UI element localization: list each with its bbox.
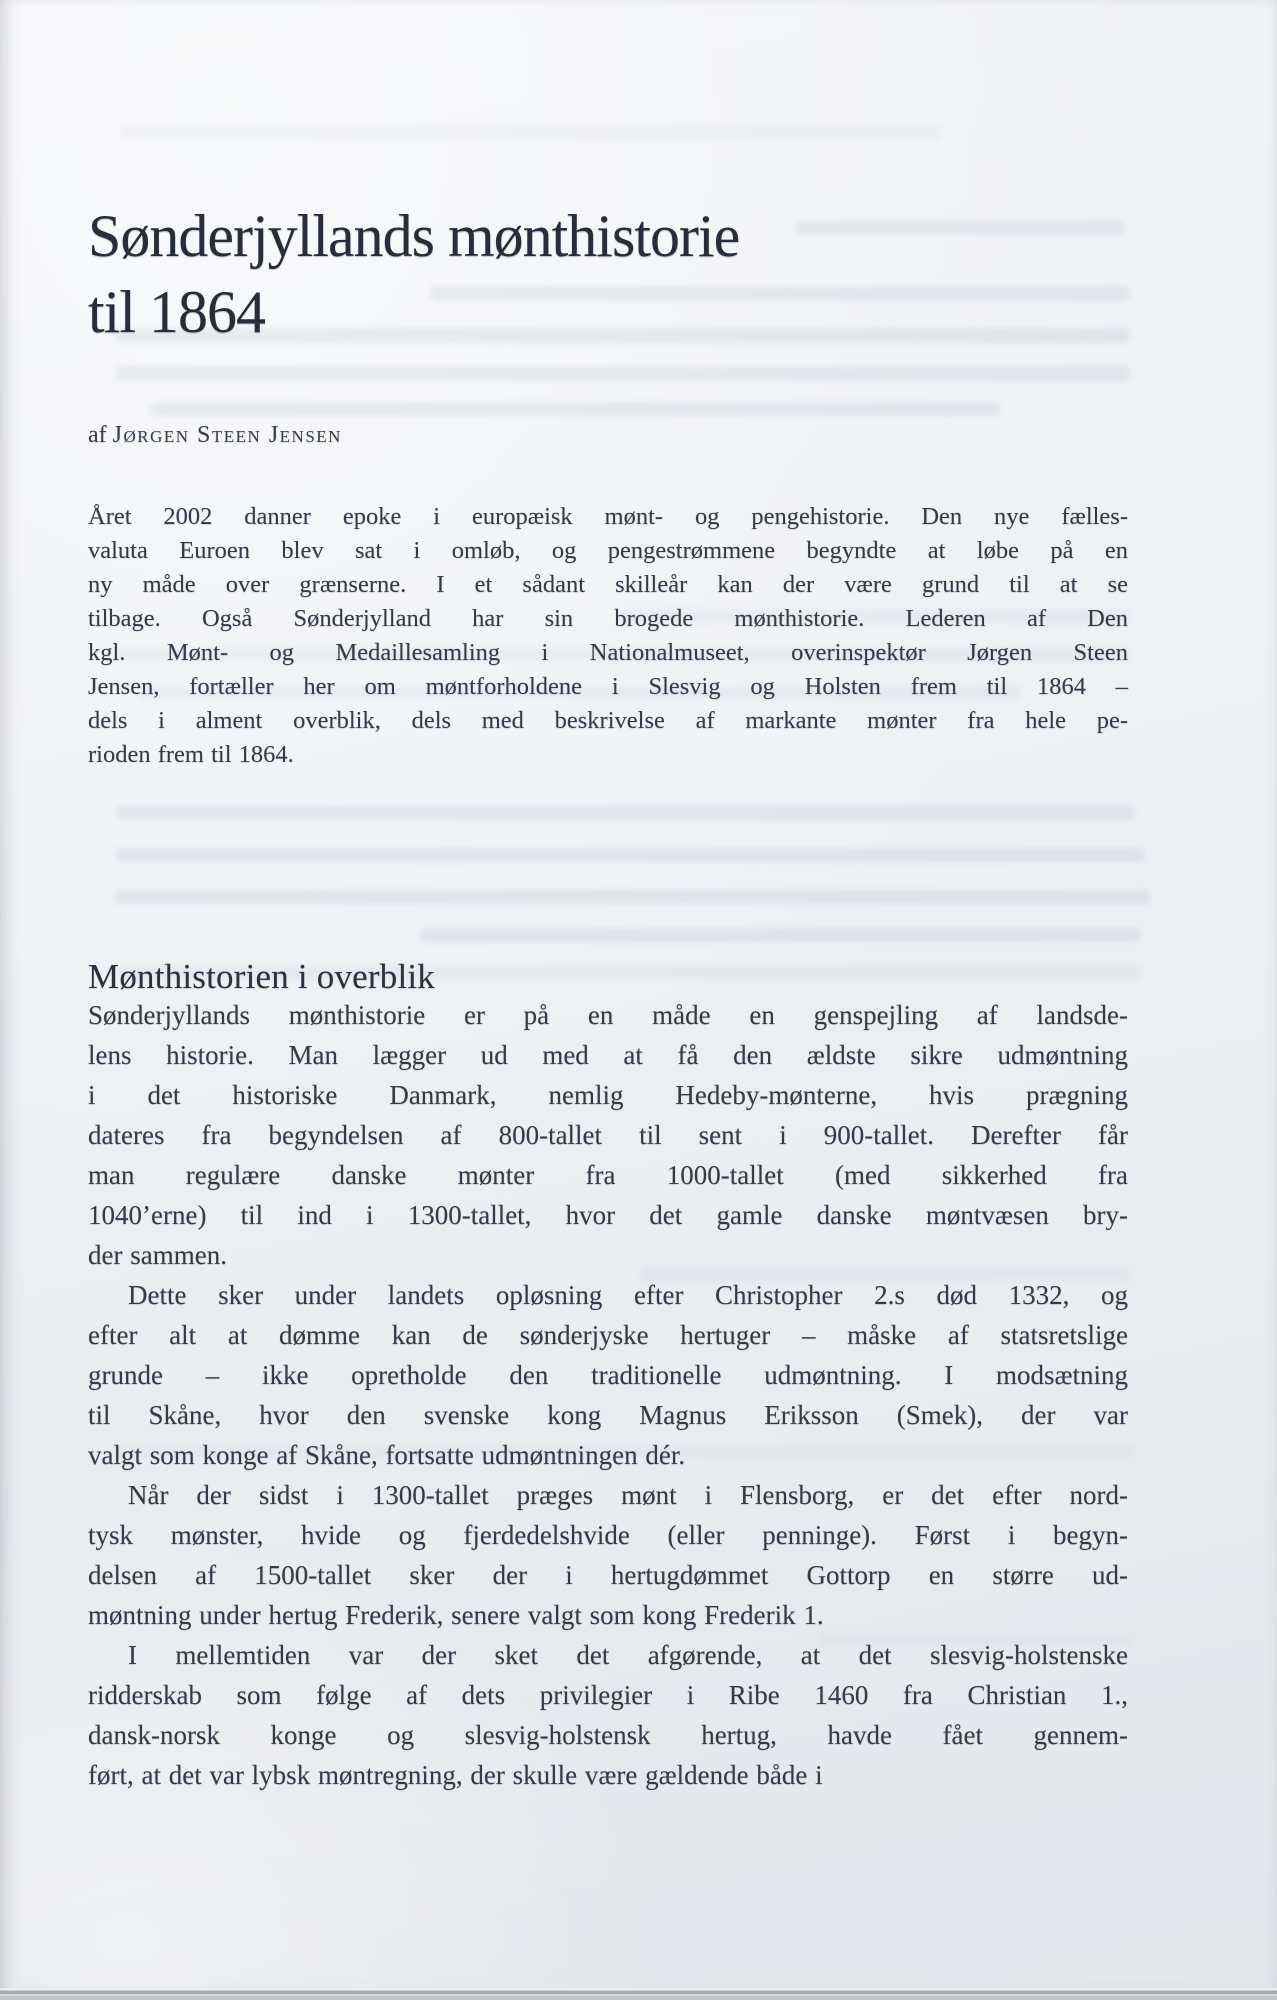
article-title: [88, 198, 1128, 350]
book-page-edge: [0, 1986, 1277, 2000]
bleedthrough-artifact: [420, 928, 1140, 942]
text-line: valgt som konge af Skåne, fortsatte udmøntningen dér.: [88, 1440, 686, 1470]
text-line: efter alt at dømme kan de sønderjyske hertuger – måske af statsretslige: [88, 1320, 1128, 1350]
paragraph: [88, 1635, 1128, 1795]
text-line: I mellemtiden var der sket det afgørende, at det slesvig-holstenske: [128, 1640, 1128, 1670]
article-title-line-2: til 1864: [88, 279, 266, 346]
bleedthrough-artifact: [120, 126, 940, 139]
text-line: tysk mønster, hvide og fjerdedelshvide (eller penninge). Først i begyn-: [88, 1520, 1128, 1550]
bleedthrough-artifact: [115, 366, 1130, 381]
text-line: rioden frem til 1864.: [88, 741, 294, 768]
text-line: dateres fra begyndelsen af 800-tallet til sent i 900-tallet. Derefter får: [88, 1120, 1128, 1150]
author-name: Jørgen Steen Jensen: [112, 422, 342, 448]
byline-prefix: af: [88, 422, 107, 448]
text-line: til Skåne, hvor den svenske kong Magnus Eriksson (Smek), der var: [88, 1400, 1128, 1430]
text-line: tilbage. Også Sønderjylland har sin brogede mønthistorie. Lederen af Den: [88, 605, 1128, 632]
text-line: dels i alment overblik, dels med beskrivelse af markante mønter fra hele pe-: [88, 707, 1128, 734]
text-line: man regulære danske mønter fra 1000-tallet (med sikkerhed fra: [88, 1160, 1128, 1190]
text-line: Året 2002 danner epoke i europæisk mønt- og pengehistorie. Den nye fælles-: [88, 503, 1128, 530]
text-line: lens historie. Man lægger ud med at få den ældste sikre udmøntning: [88, 1040, 1128, 1070]
bleedthrough-artifact: [115, 890, 1150, 904]
text-line: Sønderjyllands mønthistorie er på en måde en genspejling af landsde-: [88, 1000, 1128, 1030]
text-line: Dette sker under landets opløsning efter Christopher 2.s død 1332, og: [128, 1280, 1128, 1310]
text-line: ført, at det var lybsk møntregning, der skulle være gældende både i: [88, 1760, 823, 1790]
text-line: ridderskab som følge af dets privilegier i Ribe 1460 fra Christian 1.,: [88, 1680, 1128, 1710]
text-line: ny måde over grænserne. I et sådant skilleår kan der være grund til at se: [88, 571, 1128, 598]
text-line: dansk-norsk konge og slesvig-holstensk hertug, havde fået gennem-: [88, 1720, 1128, 1750]
text-line: delsen af 1500-tallet sker der i hertugdømmet Gottorp en større ud-: [88, 1560, 1128, 1590]
text-line: der sammen.: [88, 1240, 227, 1270]
bleedthrough-artifact: [115, 848, 1145, 862]
text-line: kgl. Mønt- og Medaillesamling i Nationalmuseet, overinspektør Jørgen Steen: [88, 639, 1128, 666]
paragraph: [88, 1275, 1128, 1475]
text-line: Når der sidst i 1300-tallet præges mønt i Flensborg, er det efter nord-: [128, 1480, 1128, 1510]
paragraph: [88, 995, 1128, 1275]
bleedthrough-artifact: [150, 402, 1000, 416]
paragraph: [88, 1475, 1128, 1635]
text-line: i det historiske Danmark, nemlig Hedeby-mønterne, hvis prægning: [88, 1080, 1128, 1110]
section-heading: Mønthistorien i overblik: [88, 957, 435, 997]
bleedthrough-artifact: [115, 806, 1135, 820]
article-standfirst: [88, 500, 1128, 772]
article-body: [88, 995, 1128, 1795]
article-title-line-1: Sønderjyllands mønthistorie: [88, 203, 740, 270]
text-line: 1040’erne) til ind i 1300-tallet, hvor det gamle danske møntvæsen bry-: [88, 1200, 1128, 1230]
text-line: valuta Euroen blev sat i omløb, og pengestrømmene begyndte at løbe på en: [88, 537, 1128, 564]
article-byline: [88, 420, 1128, 450]
text-line: grunde – ikke opretholde den traditionelle udmøntning. I modsætning: [88, 1360, 1128, 1390]
text-line: møntning under hertug Frederik, senere valgt som kong Frederik 1.: [88, 1600, 824, 1630]
text-line: Jensen, fortæller her om møntforholdene i Slesvig og Holsten frem til 1864 –: [88, 673, 1128, 700]
